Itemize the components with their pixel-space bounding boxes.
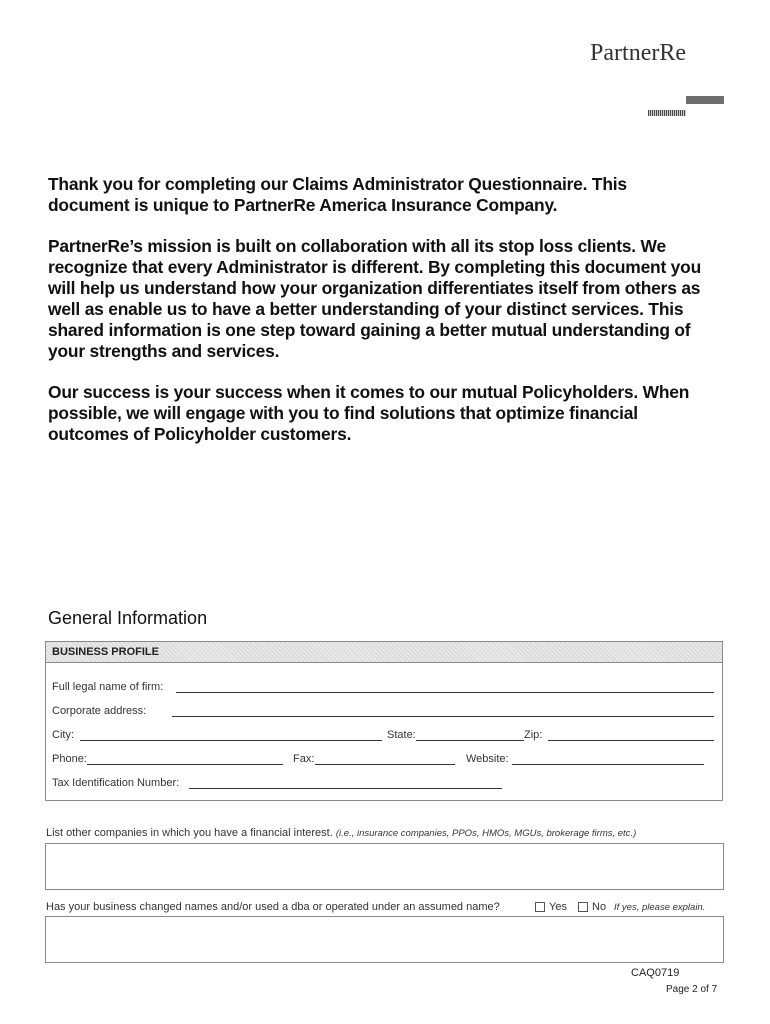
- fax-field[interactable]: [315, 764, 455, 765]
- tax-id-field[interactable]: [189, 788, 502, 789]
- financial-interest-textarea[interactable]: [45, 843, 724, 890]
- name-change-explanation-textarea[interactable]: [45, 916, 724, 963]
- website-field[interactable]: [512, 764, 704, 765]
- corporate-address-label: Corporate address:: [52, 705, 147, 717]
- yes-checkbox[interactable]: [535, 902, 545, 912]
- yes-label: Yes: [549, 901, 567, 913]
- business-profile-box: [45, 641, 723, 801]
- no-label: No: [592, 901, 607, 913]
- intro-text: [48, 174, 708, 465]
- page-number: Page 2 of 7: [666, 984, 718, 995]
- intro-paragraph-1: Thank you for completing our Claims Administrator Questionnaire. This document is unique to PartnerRe America Insurance Company.: [48, 174, 627, 215]
- zip-field[interactable]: [548, 740, 714, 741]
- financial-interest-question: [46, 827, 636, 839]
- zip-label: Zip:: [524, 729, 543, 741]
- intro-paragraph-3: Our success is your success when it comes to our mutual Policyholders. When possible, we will engage with you to find solutions that optimize financial outcomes of Policyholder customers.: [48, 382, 690, 444]
- phone-label: Phone:: [52, 753, 87, 765]
- full-legal-name-label: Full legal name of firm:: [52, 681, 164, 693]
- financial-interest-question-text: List other companies in which you have a financial interest.: [46, 827, 333, 839]
- state-field[interactable]: [416, 740, 524, 741]
- partnerre-logo: PartnerRe: [590, 40, 686, 66]
- phone-field[interactable]: [87, 764, 283, 765]
- financial-interest-hint: (i.e., insurance companies, PPOs, HMOs, MGUs, brokerage firms, etc.): [335, 828, 637, 839]
- logo-bar-pattern: [648, 110, 686, 116]
- form-code: CAQ0719: [631, 967, 680, 979]
- name-change-hint: If yes, please explain.: [614, 902, 706, 913]
- name-change-question: Has your business changed names and/or used a dba or operated under an assumed name?: [46, 901, 500, 913]
- section-title-general-information: General Information: [48, 608, 208, 628]
- website-label: Website:: [466, 753, 509, 765]
- full-legal-name-field[interactable]: [176, 692, 714, 693]
- city-field[interactable]: [80, 740, 382, 741]
- state-label: State:: [387, 729, 416, 741]
- fax-label: Fax:: [293, 753, 315, 765]
- tax-id-label: Tax Identification Number:: [52, 777, 180, 789]
- no-checkbox[interactable]: [578, 902, 588, 912]
- city-label: City:: [52, 729, 74, 741]
- business-profile-header: BUSINESS PROFILE: [46, 642, 722, 663]
- intro-paragraph-2: PartnerRe’s mission is built on collaboration with all its stop loss clients. We recognize that every Administrator is different. By completing this document you will help us understand how your organization differentiates itself from others as well as enable us to have a better understanding of your distinct services. This shared information is one step toward gaining a better mutual understanding of your strengths and services.: [48, 236, 702, 361]
- corporate-address-field[interactable]: [172, 716, 714, 717]
- logo-bar-dark: [686, 96, 724, 104]
